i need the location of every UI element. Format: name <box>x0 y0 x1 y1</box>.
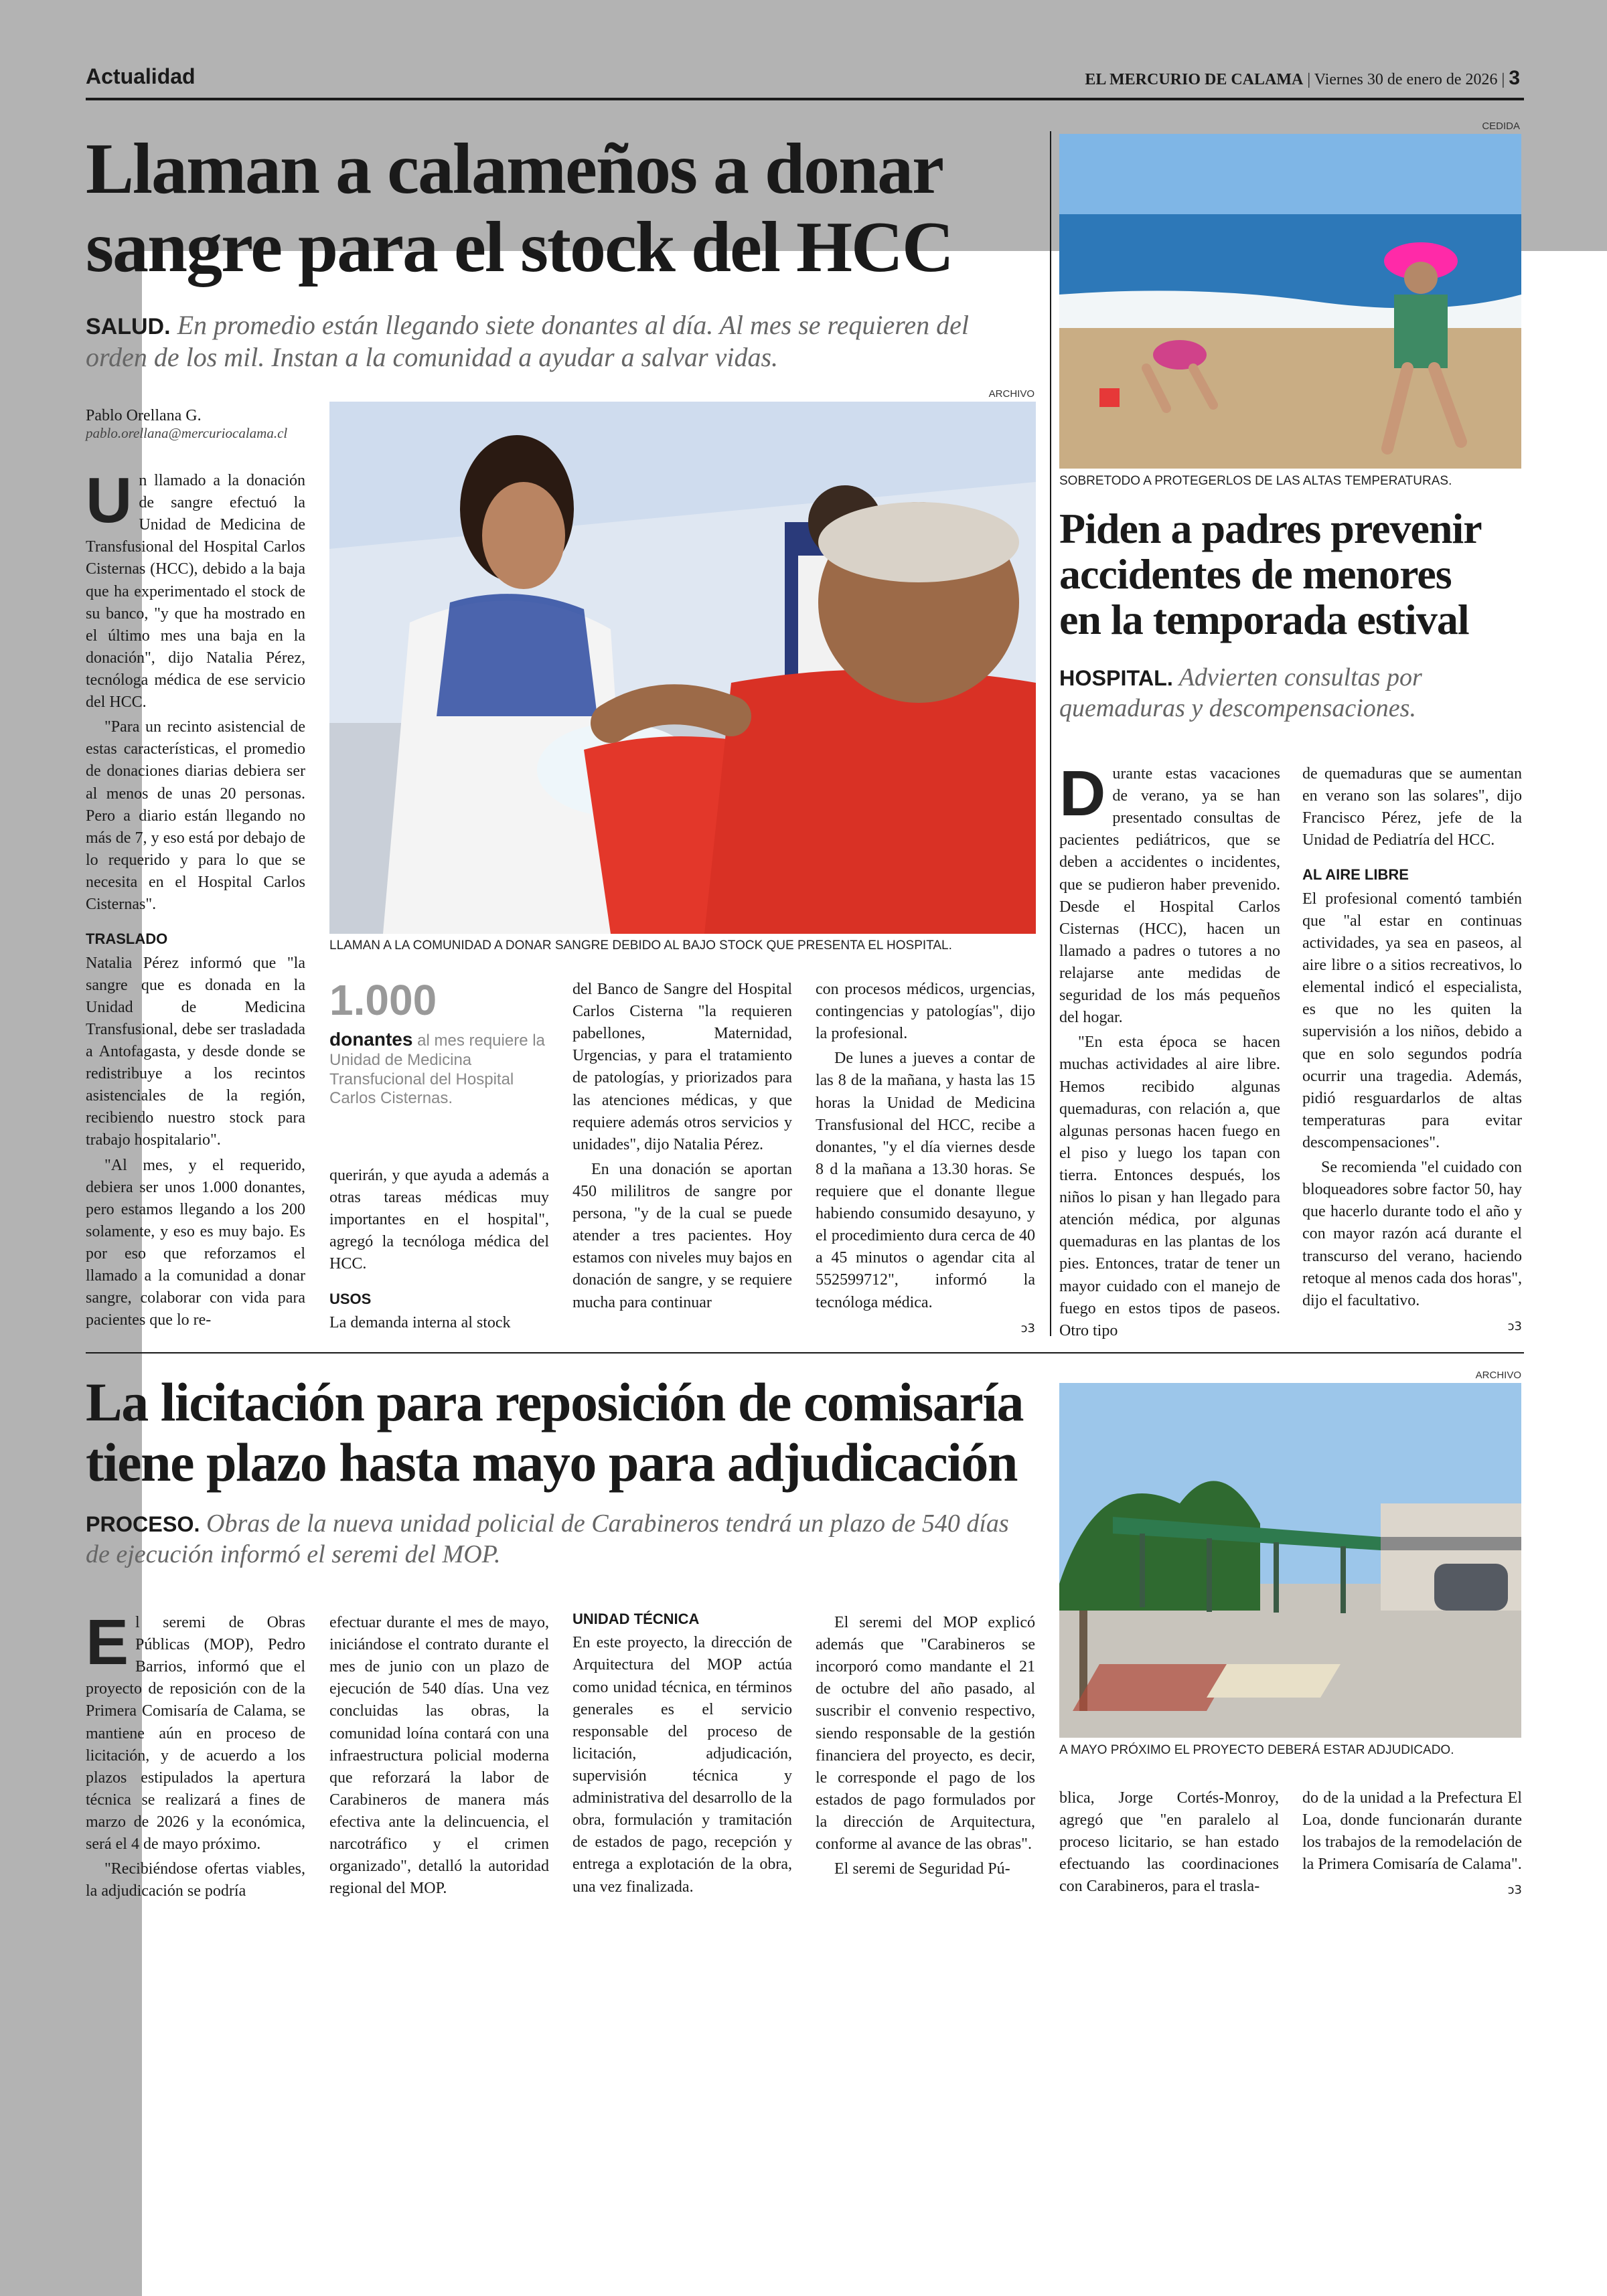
stat-description <box>329 1028 550 1109</box>
story3-column-4 <box>816 1612 1035 1883</box>
story2-kicker: HOSPITAL. <box>1059 666 1173 690</box>
blood-donation-illustration <box>329 402 1036 934</box>
story3-col1-p1: l seremi de Obras Públicas (MOP), Pedro Barrios, informó que el proyecto de reposición con de la Primera Comisaría de Calama, se mantiene aún en proceso de licitación, y de acuerdo a los plazos estipulados la apertura técnica se realizará a fines de marzo de 2026 y la económica, será el 4 de mayo próximo. <box>86 1614 305 1854</box>
story3-col2-p1: efectuar durante el mes de mayo, iniciándose el contrato durante el mes de junio con un plazo de ejecución de 540 días. Una vez concluidas las obras, la comunidad loína contará con una infraestructura policial moderna que reforzará la labor de Carabineros de manera más efectiva ante la delincuencia, el narcotráfico y el crimen organizado", detalló la autoridad regional del MOP. <box>329 1614 549 1898</box>
story2-col2-p1: de quemaduras que se aumentan en verano son las solares", dijo Francisco Pérez, jefe de la Unidad de Pediatría del HCC. <box>1302 765 1522 849</box>
story3-col1-p2: "Recibiéndose ofertas viables, la adjudicación se podría <box>86 1860 305 1900</box>
story2-deck <box>1059 663 1521 724</box>
story1-column-4 <box>816 979 1035 1339</box>
beach-illustration <box>1059 134 1521 469</box>
stat-text: al mes requiere la Unidad de Medicina Transfucional del Hospital Carlos Cisternas. <box>329 1032 545 1108</box>
blood-donation-photo <box>329 402 1036 934</box>
story2-title-line3: en la temporada estival <box>1059 595 1469 643</box>
story1-headline <box>86 131 1037 286</box>
story2-photo-caption: SOBRETODO A PROTEGERLOS DE LAS ALTAS TEMPERATURAS. <box>1059 474 1452 488</box>
story1-column-2 <box>329 1165 549 1337</box>
story1-title-line1: Llaman a calameños a donar <box>86 129 943 209</box>
story1-col1-p1: n llamado a la donación de sangre efectuó la Unidad de Medicina de Transfusional del Hospital Carlos Cisternas (HCC), debido a la baja que ha experimentado el stock de su banco, "y que ha mostrado en el último mes una baja en la donación", dijo Natalia Pérez, tecnóloga médica de ese servicio del HCC. <box>86 472 305 712</box>
story3-column-3 <box>572 1609 792 1901</box>
story2-col2-p2: El profesional comentó también que "al estar en continuas actividades, ya sea en paseos, al aire libre o a sitios recreativos, lo elemental indicó el especialista, es que no les quiten la supervisión a los niños, debido a que en solo segundos podría ocurrir una tragedia. Además, pidió resguardarlos de altas temperaturas para evitar descompensaciones". <box>1302 890 1522 1151</box>
story1-subhead-usos: USOS <box>329 1290 372 1307</box>
story1-column-1 <box>86 465 305 1334</box>
story1-col3-p1: del Banco de Sangre del Hospital Carlos Cisterna "la requieren pabellones, Maternidad, Urgencias, y para el tratamiento de patologías, y priorizados para las atenciones médicas, y que requiere además otros servicios y unidades", dijo Natalia Pérez. <box>572 981 792 1153</box>
story1-photo-caption: LLAMAN A LA COMUNIDAD A DONAR SANGRE DEBIDO AL BAJO STOCK QUE PRESENTA EL HOSPITAL. <box>329 938 952 953</box>
stat-bold: donantes <box>329 1029 413 1050</box>
story3-dropcap: E <box>86 1607 129 1678</box>
story3-end-mark: ↄ3 <box>1507 1883 1522 1898</box>
story3-column-2 <box>329 1612 549 1902</box>
story1-col1-p2: "Para un recinto asistencial de estas características, el promedio de donaciones diarias debiera ser al menos de unas 20 personas. Pero a diario están llegando no más de 7, y eso está por debajo de lo requerido y para lo que se necesita en el Hospital Carlos Cisternas". <box>86 718 305 914</box>
story3-col6-p1: do de la unidad a la Prefectura El Loa, donde funcionarán durante los trabajos de la remodelación de la Primera Comisaría de Calama". <box>1302 1789 1522 1874</box>
story3-col4-p2: El seremi de Seguridad Pú- <box>834 1860 1010 1878</box>
column-divider <box>1050 131 1051 1336</box>
story1-kicker: SALUD. <box>86 314 171 339</box>
story2-col1-p2: "En esta época se hacen muchas actividades al aire libre. Hemos recibido algunas quemaduras, con relación a, que algunas personas hacen fuego en el piso y luego los tapan con tierra. Entonces después, los niños lo pisan y han llegado para atención médica, por algunas quemaduras en las plantas de los pies. Entonces, tratar de tener un mayor cuidado con el manejo de fuego en estos tipos de paseos. Otro tipo <box>1059 1034 1280 1339</box>
story1-deck <box>86 309 1037 374</box>
story3-photo-credit: ARCHIVO <box>1475 1370 1521 1381</box>
author-email: pablo.orellana@mercuriocalama.cl <box>86 425 288 441</box>
story3-title-line2: tiene plazo hasta mayo para adjudicación <box>86 1432 1017 1493</box>
story2-end-mark: ↄ3 <box>1507 1319 1522 1333</box>
story1-col4-p2: De lunes a jueves a contar de las 8 de la mañana, y hasta las 15 horas la Unidad de Medicina Transfusional del HCC, recibe a donantes, "y el día viernes desde 8 d la mañana a 13.30 horas. Se requiere que el donante llegue habiendo consumido desayuno, y el procedimiento dura cerca de 40 a 45 minutos o agendar cita al 552599712", informó la tecnóloga médica. <box>816 1050 1035 1311</box>
beach-photo <box>1059 134 1521 469</box>
story1-col2-p2: La demanda interna al stock <box>329 1313 511 1331</box>
story3-col5-p1: blica, Jorge Cortés-Monroy, agregó que "en paralelo al proceso licitario, se han estado efectuando las coordinaciones con Carabineros, para el trasla- <box>1059 1789 1279 1896</box>
stat-box <box>329 976 550 1109</box>
story1-subhead-traslado: TRASLADO <box>86 930 168 948</box>
page-number: 3 <box>1509 67 1520 89</box>
story2-subhead-aire-libre: AL AIRE LIBRE <box>1302 866 1409 884</box>
story3-title-line1: La licitación para reposición de comisaría <box>86 1372 1023 1432</box>
story2-photo-credit: CEDIDA <box>1482 120 1520 132</box>
story1-col1-p3: Natalia Pérez informó que "la sangre que es donada en la Unidad de Medicina Transfusional, debe ser trasladada a Antofagasta, y desde donde se redistribuye a los recintos asistenciales de la región, recibiendo nuestro stock para trabajo hospitalario". <box>86 954 305 1149</box>
story2-deck-text: Advierten consultas por quemaduras y descompensaciones. <box>1059 663 1422 722</box>
story3-kicker: PROCESO. <box>86 1512 200 1536</box>
story2-column-1 <box>1059 758 1280 1345</box>
police-station-illustration <box>1059 1383 1521 1738</box>
story3-column-6 <box>1302 1787 1522 1901</box>
story1-col4-p1: con procesos médicos, urgencias, contingencias y patologías", dijo la profesional. <box>816 981 1035 1043</box>
story1-title-line2: sangre para el stock del HCC <box>86 207 953 287</box>
newspaper-name: EL MERCURIO DE CALAMA <box>1085 71 1304 88</box>
story3-col4-p1: El seremi del MOP explicó además que "Carabineros se incorporó como mandante el 21 de octubre del año pasado, al suscribir el convenio respectivo, siendo responsable de la gestión financiera del proyecto, es decir, le corresponde el pago de los estados de pago formulados por la dirección de Arquitectura, conforme al avance de las obras". <box>816 1614 1035 1854</box>
story1-byline <box>86 407 313 442</box>
story1-col3-p2: En una donación se aportan 450 mililitros de sangre por persona, "y de la cual se puede atender a tres pacientes. Hoy estamos con niveles muy bajos en donación de sangre, y se requiere mucha para continuar <box>572 1160 792 1311</box>
police-station-photo <box>1059 1383 1521 1738</box>
story3-photo-caption: A MAYO PRÓXIMO EL PROYECTO DEBERÁ ESTAR ADJUDICADO. <box>1059 1743 1454 1757</box>
section-divider <box>86 1352 1524 1354</box>
masthead: EL MERCURIO DE CALAMA | Viernes 30 de enero de 2026 | 3 <box>1085 67 1520 89</box>
section-label: Actualidad <box>86 64 196 88</box>
stat-number: 1.000 <box>329 976 437 1024</box>
story2-headline <box>1059 506 1528 642</box>
story1-col1-p4: "Al mes, y el requerido, debiera ser unos 1.000 donantes, pero estamos llegando a los 200 solamente, y eso es muy bajo. Es por eso que reforzamos el llamado a la comunidad a donar sangre, colaborar con vida para pacientes que lo re- <box>86 1156 305 1329</box>
story1-end-mark: ↄ3 <box>1020 1321 1035 1335</box>
story3-col3-p1: En este proyecto, la dirección de Arquitectura del MOP actúa como unidad técnica, en términos generales es el servicio responsable del proceso de licitación, adjudicación, supervisión técnica y administrativa del desarrollo de la obra, formulación y tramitación de estados de pago, recepción y entrega a explotación de la obra, una vez finalizada. <box>572 1634 792 1896</box>
story1-dropcap: U <box>86 465 133 536</box>
story3-headline <box>86 1372 1050 1493</box>
issue-date: Viernes 30 de enero de 2026 <box>1314 71 1498 88</box>
author-name: Pablo Orellana G. <box>86 407 202 424</box>
story2-col1-p1: urante estas vacaciones de verano, ya se han presentado consultas de pacientes pediátricos, que se deben a accidentes o incidentes, que se pudieron haber prevenido. Desde el Hospital Carlos Cisternas (HCC), hacen un llamado a padres o tutores a no relajarse ante medidas de seguridad de los más pequeños del hogar. <box>1059 765 1280 1027</box>
header-rule <box>86 98 1524 100</box>
story2-title-line1: Piden a padres prevenir <box>1059 505 1482 552</box>
story2-column-2 <box>1302 763 1522 1337</box>
story1-photo-credit: ARCHIVO <box>988 388 1035 400</box>
story3-deck <box>86 1509 1037 1570</box>
story1-col2-p1: querirán, y que ayuda a además a otras tareas médicas muy importantes en el hospital", agregó la tecnóloga médica del HCC. <box>329 1167 549 1273</box>
story3-column-1 <box>86 1607 305 1905</box>
story3-subhead-unidad-tecnica: UNIDAD TÉCNICA <box>572 1611 700 1627</box>
story2-dropcap: D <box>1059 758 1106 829</box>
story1-column-3 <box>572 979 792 1317</box>
story2-col2-p3: Se recomienda "el cuidado con bloqueadores sobre factor 50, hay que hacerlo durante todo el año y con mayor razón acá durante el transcurso del verano, haciendo retoque al menos cada dos horas", dijo el facultativo. <box>1302 1159 1522 1309</box>
story1-deck-text: En promedio están llegando siete donantes al día. Al mes se requieren del orden de los mil. Instan a la comunidad a ayudar a salvar vidas. <box>86 310 969 372</box>
story3-deck-text: Obras de la nueva unidad policial de Carabineros tendrá un plazo de 540 días de ejecución informó el seremi del MOP. <box>86 1509 1009 1568</box>
story2-title-line2: accidentes de menores <box>1059 550 1452 598</box>
story3-column-5 <box>1059 1787 1279 1901</box>
